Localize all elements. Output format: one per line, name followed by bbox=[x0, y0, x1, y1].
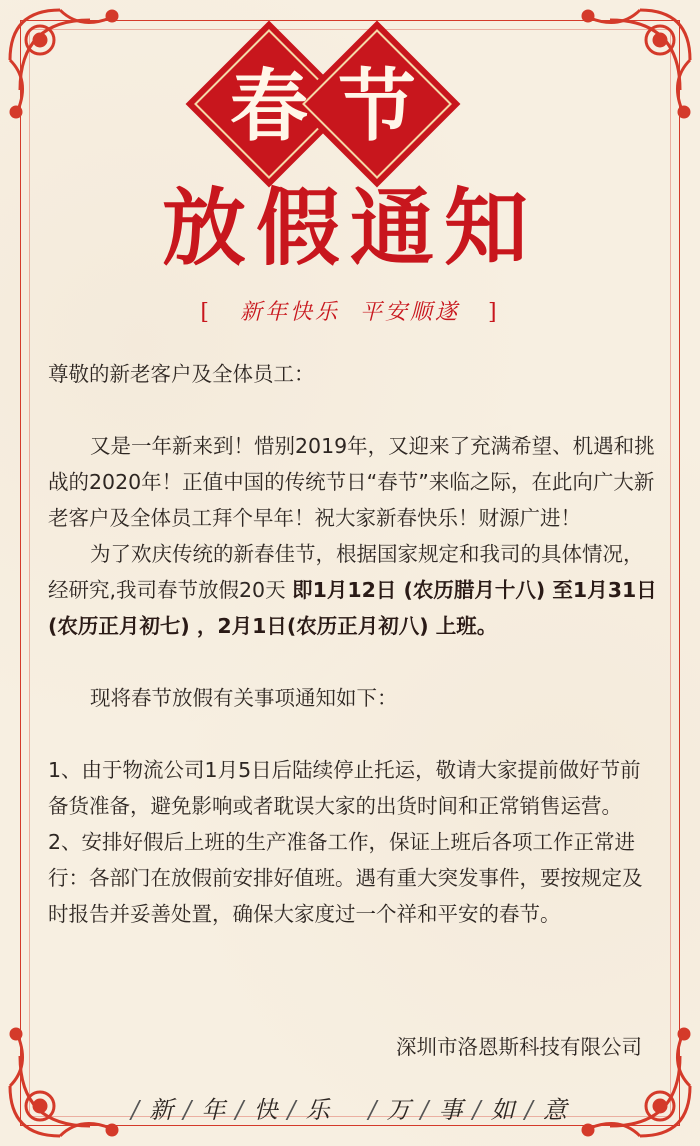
corner-ornament-bottom-left bbox=[0, 1006, 140, 1146]
corner-ornament-top-right bbox=[560, 0, 700, 140]
footer-char: 快 bbox=[253, 1096, 280, 1124]
company-name: 深圳市洛恩斯科技有限公司 bbox=[396, 1035, 642, 1059]
holiday-text: 为了欢庆传统的新春佳节，根据国家规定和我司的具体情况，经研究,我司春节放假20天 bbox=[48, 542, 644, 602]
notice-body bbox=[48, 356, 660, 932]
footer-char: 年 bbox=[201, 1096, 228, 1124]
holiday-dates: 即1月12日 (农历腊月十八) 至1月31日 (农历正月初七) ，2月1日(农历正月初八) 上班。 bbox=[48, 578, 657, 638]
footer-char: 如 bbox=[490, 1096, 517, 1124]
notice-item-2: 2、安排好假后上班的生产准备工作，保证上班后各项工作正常进行：各部门在放假前安排好值班。遇有重大突发事件，要按规定及时报告并妥善处置，确保大家度过一个祥和平安的春节。 bbox=[48, 830, 643, 926]
footer-char: 乐 bbox=[305, 1096, 332, 1124]
bracket-right: ] bbox=[488, 300, 500, 325]
footer-char: 意 bbox=[542, 1096, 569, 1124]
bracket-left: [ bbox=[200, 300, 212, 325]
notice-item-1: 1、由于物流公司1月5日后陆续停止托运，敬请大家提前做好节前备货准备，避免影响或者耽误大家的出货时间和正常销售运营。 bbox=[48, 758, 641, 818]
badge-char-chun: 春 bbox=[229, 61, 308, 152]
paragraph-holiday bbox=[48, 536, 660, 644]
corner-ornament-top-left bbox=[0, 0, 140, 140]
page-title: 放假通知 bbox=[161, 178, 538, 277]
footer-char: 新 bbox=[149, 1096, 176, 1124]
spacer bbox=[48, 392, 660, 428]
badge-char-jie: 节 bbox=[337, 61, 416, 152]
notice-intro: 现将春节放假有关事项通知如下： bbox=[90, 686, 398, 710]
footer-blessing: / 新 / 年 / 快 / 乐 / 万 / 事 / 如 / 意 bbox=[0, 1090, 700, 1125]
greeting: 尊敬的新老客户及全体员工： bbox=[48, 362, 315, 386]
footer-char: 事 bbox=[438, 1096, 465, 1124]
slogan-text: 新年快乐 平安顺遂 bbox=[240, 300, 460, 325]
paragraph-new-year: 又是一年新来到！惜别2019年，又迎来了充满希望、机遇和挑战的2020年！正值中国的传统节日“春节”来临之际，在此向广大新老客户及全体员工拜个早年！祝大家新春快乐！财源广进！ bbox=[48, 434, 655, 530]
corner-ornament-bottom-right bbox=[560, 1006, 700, 1146]
footer-char: 万 bbox=[386, 1096, 413, 1124]
spacer bbox=[48, 716, 660, 752]
spacer bbox=[48, 644, 660, 680]
slogan bbox=[0, 296, 700, 330]
